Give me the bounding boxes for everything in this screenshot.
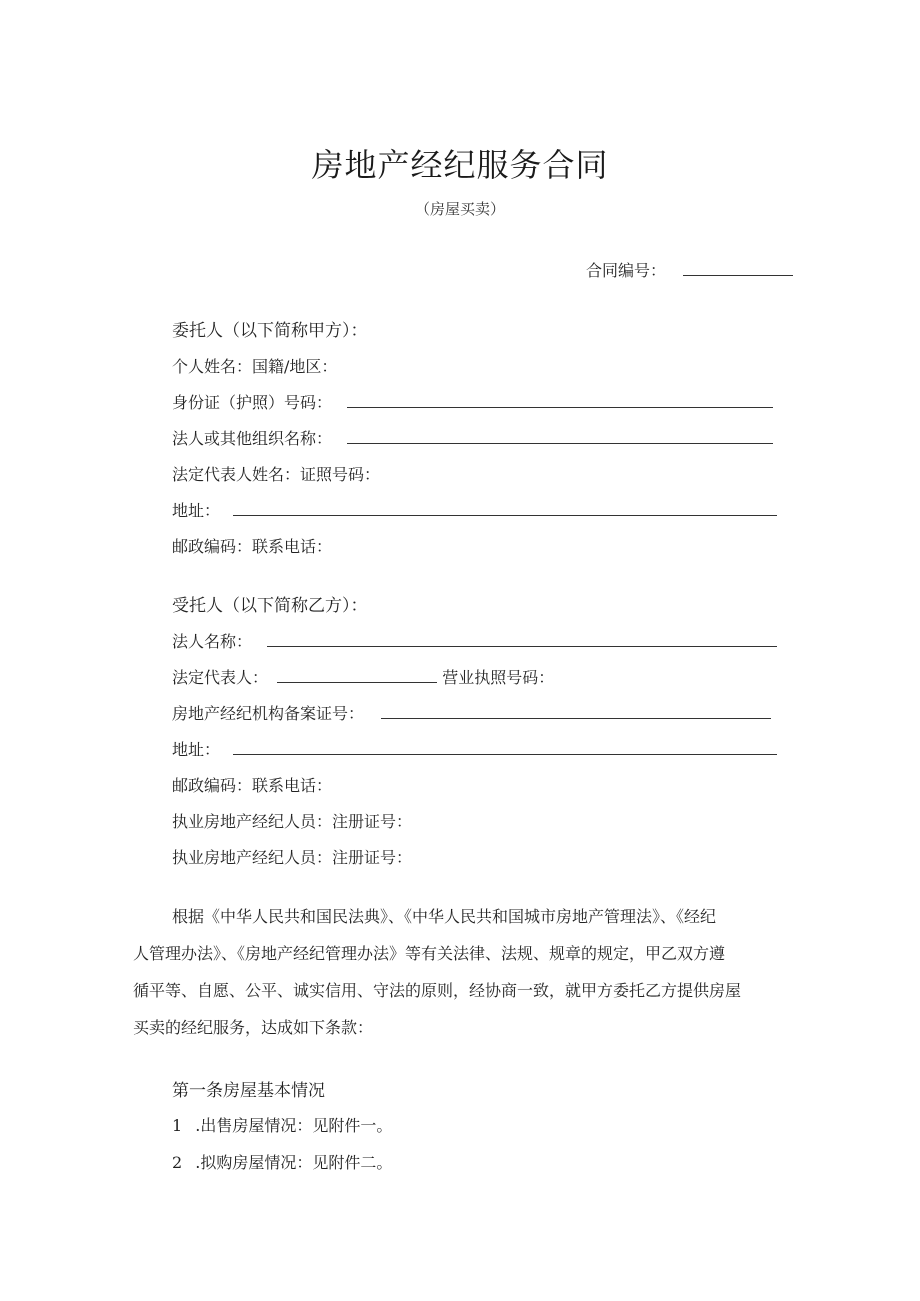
party-a-heading: 委托人（以下简称甲方）：	[172, 321, 368, 341]
party-b-filing-field[interactable]	[381, 704, 771, 719]
party-b-legal-name-row	[172, 629, 777, 652]
party-b-postal-phone: 邮政编码：联系电话：	[172, 776, 333, 795]
party-a-address-field[interactable]	[233, 501, 777, 516]
party-a-id-field[interactable]	[347, 393, 773, 408]
party-a-rep: 法定代表人姓名：证照号码：	[172, 465, 381, 484]
party-b-rep-field[interactable]	[277, 668, 437, 683]
preamble-line-4: 买卖的经纪服务，达成如下条款：	[133, 1018, 374, 1037]
article-1-item-2	[172, 1150, 392, 1173]
party-a-name-nationality: 个人姓名：国籍/地区：	[172, 357, 338, 376]
party-a-address-row	[172, 498, 777, 521]
preamble-line-1: 根据《中华人民共和国民法典》、《中华人民共和国城市房地产管理法》、《经纪	[172, 907, 717, 926]
party-a-org-label: 法人或其他组织名称：	[172, 429, 333, 448]
party-b-rep-row	[172, 665, 554, 688]
party-a-org-field[interactable]	[347, 429, 773, 444]
party-b-heading: 受托人（以下简称乙方）：	[172, 596, 368, 616]
party-b-license-label: 营业执照号码：	[442, 668, 555, 687]
article-1-item-1-text: .出售房屋情况：见附件一。	[195, 1116, 393, 1135]
party-b-legal-name-label: 法人名称：	[172, 632, 253, 651]
article-1-item-2-text: .拟购房屋情况：见附件二。	[195, 1153, 393, 1172]
contract-number-label: 合同编号：	[586, 261, 667, 280]
article-1-item-1	[172, 1113, 392, 1136]
document-subtitle: （房屋买卖）	[414, 200, 505, 218]
preamble-line-3: 循平等、自愿、公平、诚实信用、守法的原则，经协商一致，就甲方委托乙方提供房屋	[133, 981, 742, 1000]
party-b-agent-2: 执业房地产经纪人员：注册证号：	[172, 848, 413, 867]
party-b-legal-name-field[interactable]	[267, 632, 777, 647]
party-a-id-label: 身份证（护照）号码：	[172, 393, 333, 412]
party-b-rep-label: 法定代表人：	[172, 668, 269, 687]
party-b-address-label: 地址：	[172, 740, 221, 759]
contract-number-field[interactable]	[683, 261, 793, 276]
article-1-heading: 第一条房屋基本情况	[172, 1081, 325, 1101]
preamble-line-2: 人管理办法》、《房地产经纪管理办法》等有关法律、法规、规章的规定，甲乙双方遵	[133, 944, 726, 963]
article-1-item-1-number: 1	[172, 1116, 183, 1135]
party-b-agent-1: 执业房地产经纪人员：注册证号：	[172, 812, 413, 831]
party-a-id-row	[172, 390, 773, 413]
party-a-postal-phone: 邮政编码：联系电话：	[172, 537, 333, 556]
party-b-filing-row	[172, 701, 771, 724]
contract-number-row	[586, 258, 793, 281]
party-b-address-row	[172, 737, 777, 760]
party-a-address-label: 地址：	[172, 501, 221, 520]
article-1-item-2-number: 2	[172, 1153, 183, 1172]
party-b-filing-label: 房地产经纪机构备案证号：	[172, 704, 365, 723]
document-title: 房地产经纪服务合同	[311, 146, 609, 184]
party-b-address-field[interactable]	[233, 740, 777, 755]
party-a-org-row	[172, 426, 773, 449]
